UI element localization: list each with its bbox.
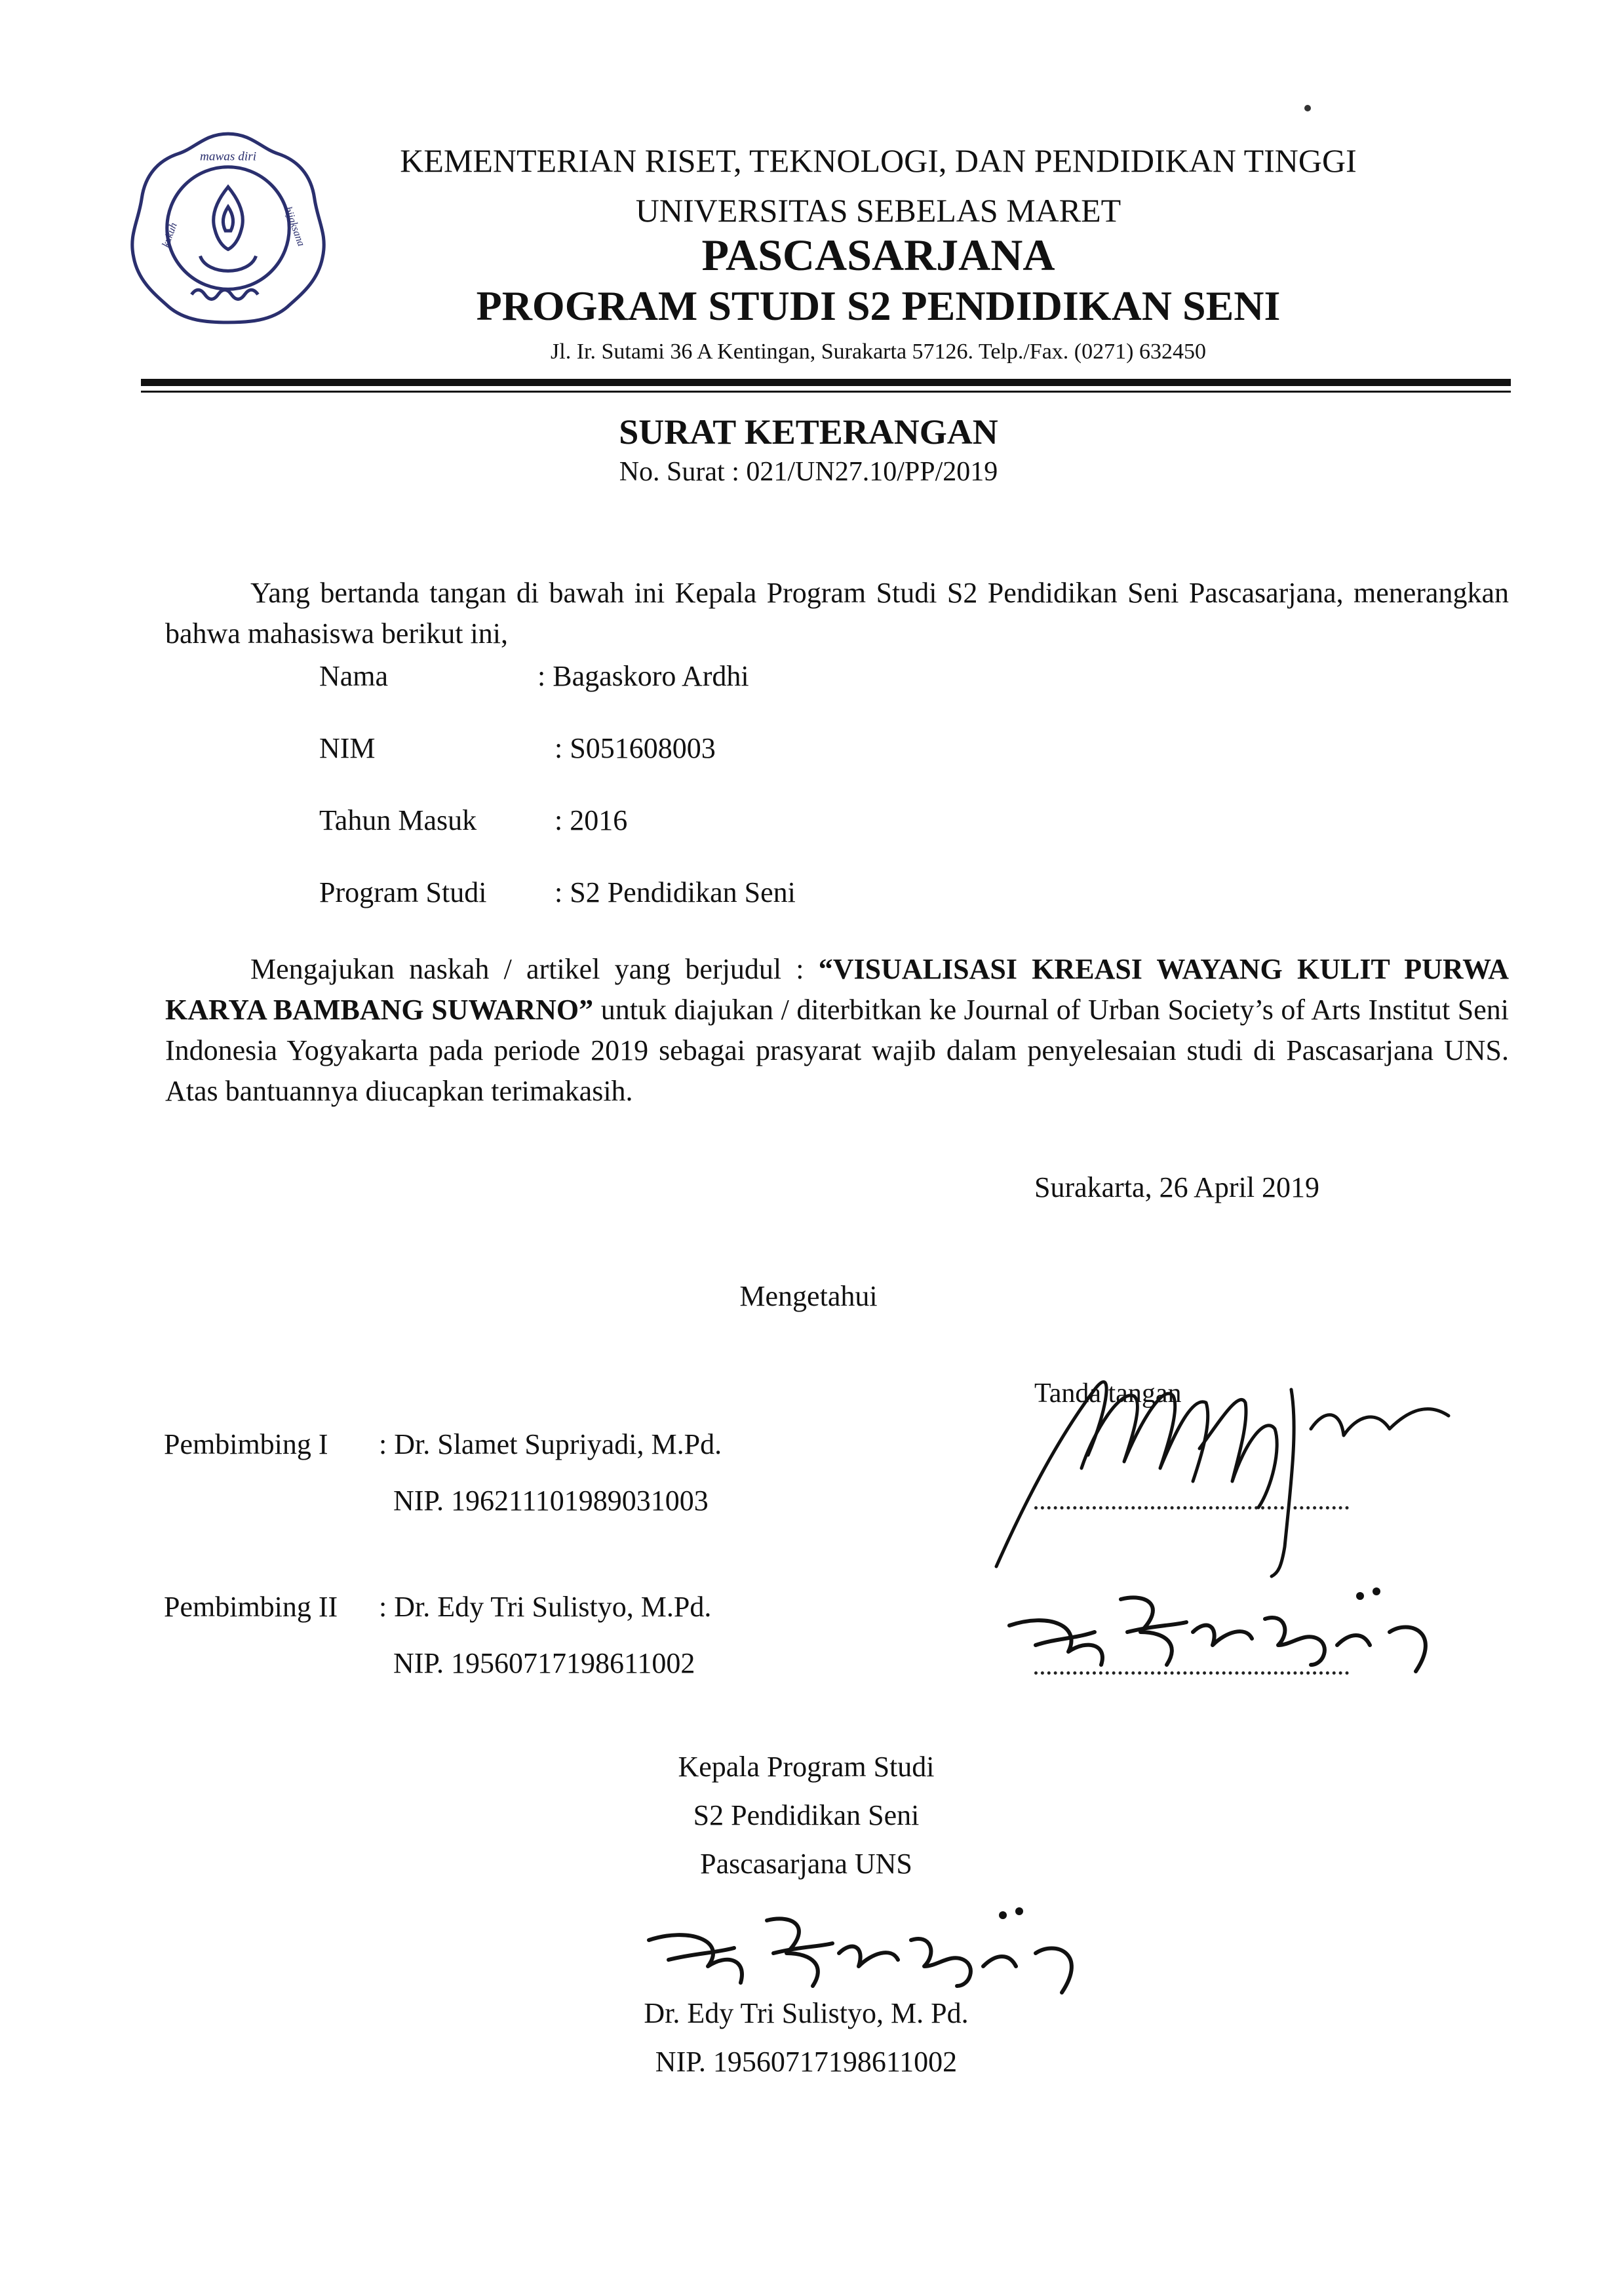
article-title: “VISUALISASI KREASI WAYANG KULIT PURWA KARYA BAMBANG SUWARNO” — [165, 953, 1510, 1026]
head-name: Dr. Edy Tri Sulistyo, M. Pd. — [644, 1997, 969, 2029]
program-name: PROGRAM STUDI S2 PENDIDIKAN SENI — [476, 282, 1281, 329]
acknowledged-label: Mengetahui — [739, 1280, 878, 1312]
body-rest: untuk diajukan / diterbitkan ke Journal of Urban Society’s of Arts Institut Seni Indonesia Yogyakarta pada periode 2019 sebagai prasyarat wajib dalam penyelesaian studi di Pascasarjana UNS. Atas bantuannya diucapkan terimakasih. — [165, 994, 1510, 1107]
field-label-nim: NIM — [319, 732, 376, 764]
svg-text:mawas diri: mawas diri — [199, 149, 257, 164]
letterhead-address: Jl. Ir. Sutami 36 A Kentingan, Surakarta 57126. Telp./Fax. (0271) 632450 — [551, 340, 1206, 364]
field-value-tahun-masuk: : 2016 — [555, 804, 628, 836]
head-title-line1: Kepala Program Studi — [678, 1751, 935, 1783]
letter-title: SURAT KETERANGAN — [619, 412, 998, 452]
body-lead: Mengajukan naskah / artikel yang berjudul : — [250, 953, 804, 985]
letter-number: No. Surat : 021/UN27.10/PP/2019 — [619, 457, 998, 487]
scan-speck — [1304, 105, 1311, 111]
field-label-program-studi: Program Studi — [319, 876, 487, 908]
supervisor-1-label: Pembimbing I — [164, 1428, 328, 1460]
head-title-line3: Pascasarjana UNS — [700, 1848, 912, 1880]
field-value-nim: : S051608003 — [555, 732, 716, 764]
faculty-name: PASCASARJANA — [701, 230, 1055, 280]
letterhead-rule-thin — [141, 391, 1511, 393]
supervisor-2-label: Pembimbing II — [164, 1591, 338, 1623]
signature-label: Tanda tangan — [1034, 1378, 1182, 1409]
supervisor-1-nip: NIP. 196211101989031003 — [393, 1485, 709, 1517]
supervisor-2-nip: NIP. 19560717198611002 — [393, 1647, 695, 1679]
field-value-program-studi: : S2 Pendidikan Seni — [555, 876, 796, 908]
head-nip: NIP. 19560717198611002 — [655, 2046, 958, 2078]
head-title-line2: S2 Pendidikan Seni — [693, 1799, 920, 1831]
field-value-nama: : Bagaskoro Ardhi — [537, 660, 749, 692]
university-logo — [128, 128, 328, 328]
letterhead-rule-thick — [141, 379, 1511, 386]
supervisor-1-signature — [983, 1350, 1481, 1586]
svg-text:bijaksana: bijaksana — [282, 204, 307, 248]
intro-paragraph: Yang bertanda tangan di bawah ini Kepala Program Studi S2 Pendidikan Seni Pascasarjana, menerangkan bahwa mahasiswa berikut ini, — [165, 577, 1509, 650]
supervisor-2-name: : Dr. Edy Tri Sulistyo, M.Pd. — [379, 1591, 712, 1623]
place-date: Surakarta, 26 April 2019 — [1034, 1171, 1320, 1203]
svg-text:kukuh: kukuh — [159, 221, 180, 249]
field-label-nama: Nama — [319, 660, 389, 692]
supervisor-2-signature — [996, 1560, 1455, 1691]
field-label-tahun-masuk: Tahun Masuk — [319, 804, 477, 836]
ministry-name: KEMENTERIAN RISET, TEKNOLOGI, DAN PENDIDIKAN TINGGI — [400, 142, 1357, 179]
supervisor-1-name: : Dr. Slamet Supriyadi, M.Pd. — [379, 1428, 722, 1460]
university-name: UNIVERSITAS SEBELAS MARET — [635, 192, 1121, 229]
body-paragraph — [165, 949, 1509, 1112]
